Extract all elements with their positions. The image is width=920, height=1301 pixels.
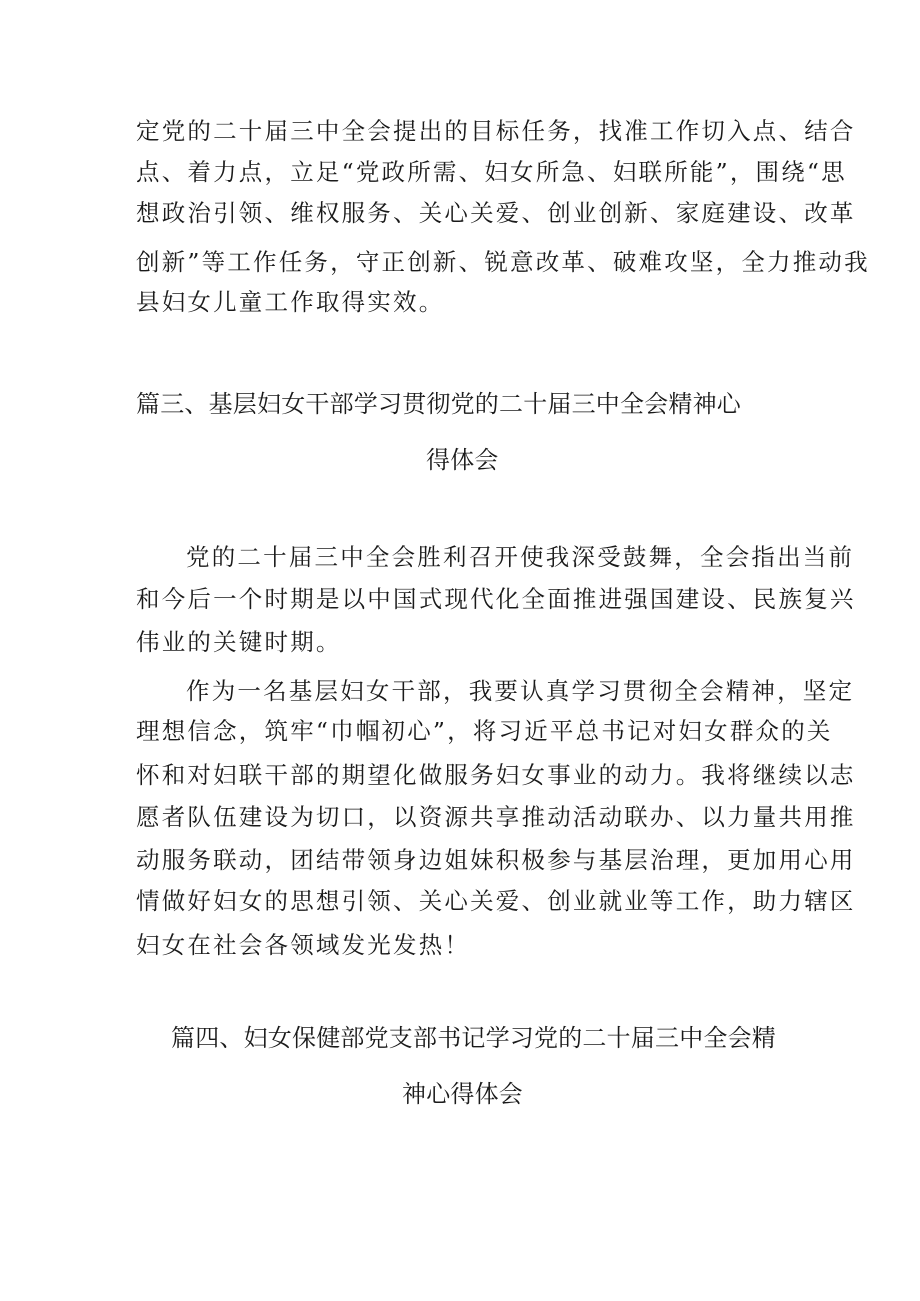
paragraph-line: 党的二十届三中全会胜利召开使我深受鼓舞，全会指出当前 <box>186 543 855 571</box>
paragraph-line: 理想信念，筑牢“巾帼初心”，将习近平总书记对妇女群众的关 <box>136 717 833 745</box>
paragraph-line: 怀和对妇联干部的期望化做服务妇女事业的动力。我将继续以志 <box>136 761 856 789</box>
paragraph-line: 定党的二十届三中全会提出的目标任务，找准工作切入点、结合 <box>136 117 856 145</box>
section-title: 篇四、妇女保健部党支部书记学习党的二十届三中全会精 <box>171 1024 776 1052</box>
paragraph-line: 愿者队伍建设为切口，以资源共享推动活动联办、以力量共用推 <box>136 803 856 831</box>
paragraph-line: 县妇女儿童工作取得实效。 <box>136 288 445 316</box>
paragraph-line: 情做好妇女的思想引领、关心关爱、创业就业等工作，助力辖区 <box>136 887 856 915</box>
paragraph-line: 动服务联动，团结带领身边姐妹积极参与基层治理，更加用心用 <box>136 846 856 874</box>
section-title: 篇三、基层妇女干部学习贯彻党的二十届三中全会精神心 <box>136 390 741 418</box>
paragraph-line: 妇女在社会各领域发光发热！ <box>136 931 471 959</box>
paragraph-line: 创新”等工作任务，守正创新、锐意改革、破难攻坚，全力推动我 <box>136 248 870 276</box>
paragraph-line: 想政治引领、维权服务、关心关爱、创业创新、家庭建设、改革 <box>136 199 856 227</box>
paragraph-line: 点、着力点，立足“党政所需、妇女所急、妇联所能”，围绕“思 <box>136 158 847 186</box>
paragraph-line: 伟业的关键时期。 <box>136 628 342 656</box>
section-title: 得体会 <box>426 446 499 474</box>
paragraph-line: 和今后一个时期是以中国式现代化全面推进强国建设、民族复兴 <box>136 585 856 613</box>
paragraph-line: 作为一名基层妇女干部，我要认真学习贯彻全会精神，坚定 <box>186 677 855 705</box>
section-title: 神心得体会 <box>402 1080 523 1108</box>
